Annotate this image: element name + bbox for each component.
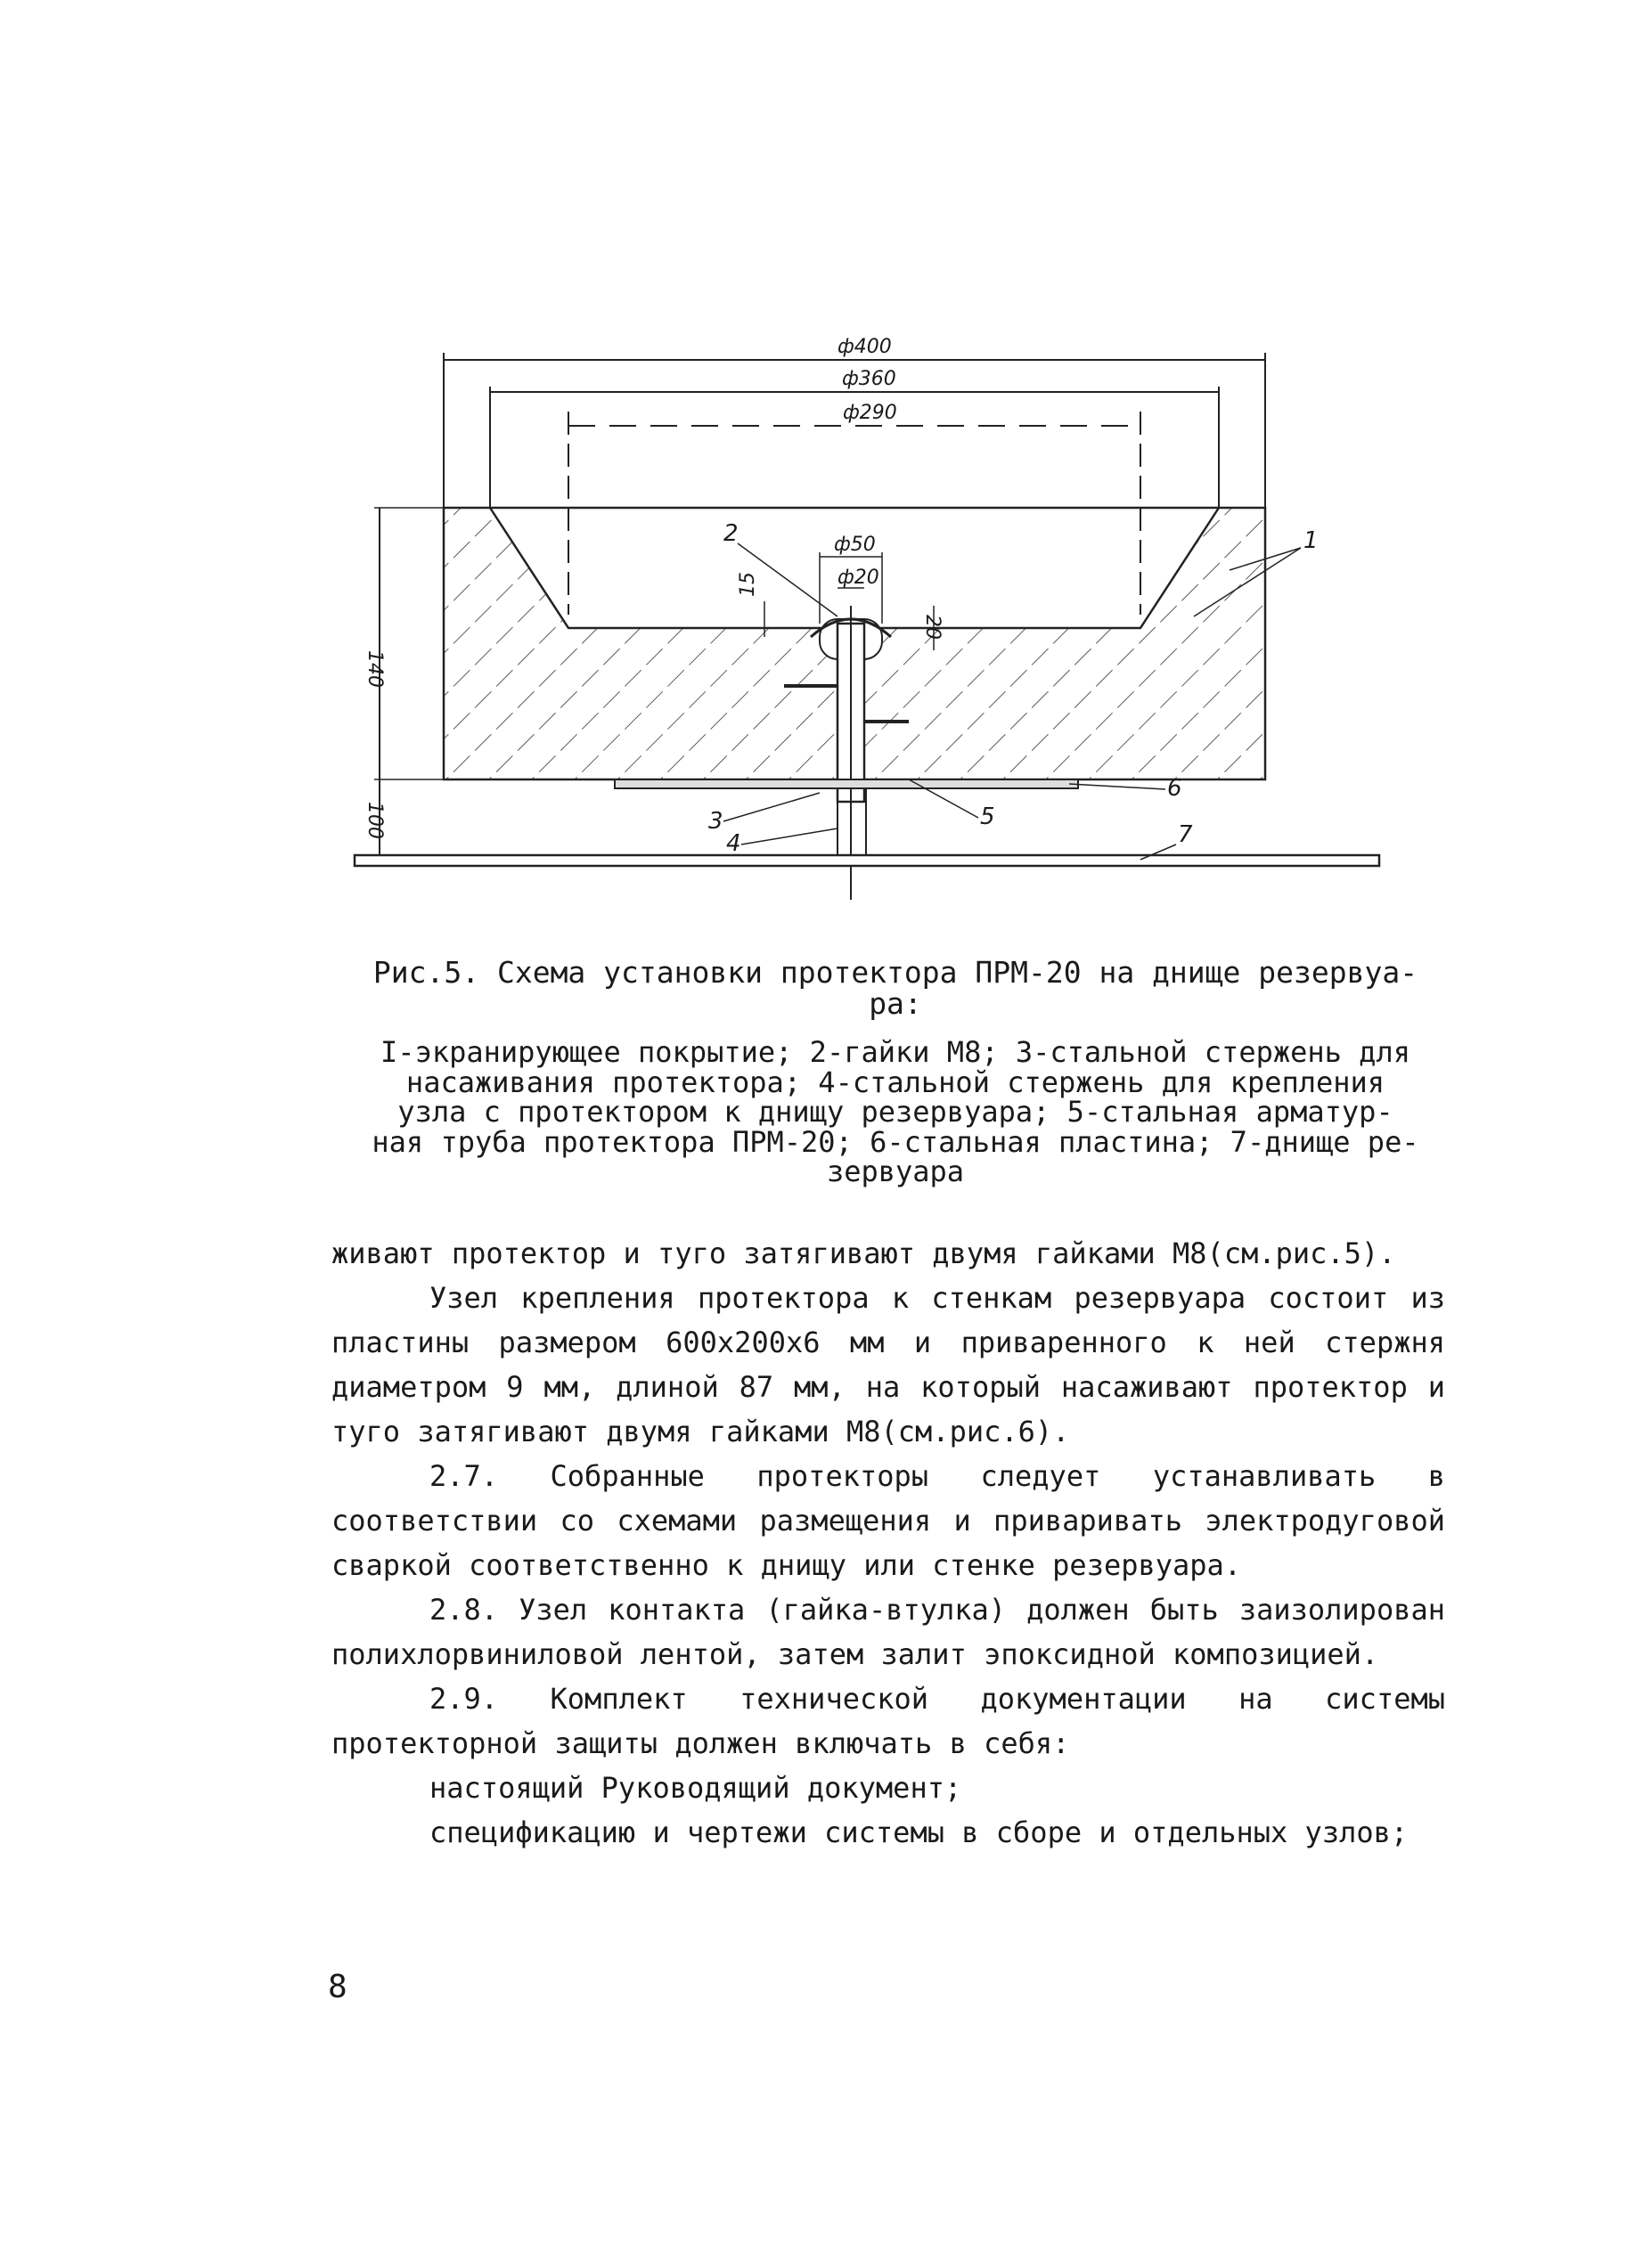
callout-6: 6	[1167, 775, 1182, 802]
list-item: спецификацию и чертежи системы в сборе и отдельных узлов;	[429, 1815, 1409, 1849]
dim-20-label: ф20	[838, 567, 879, 589]
paragraph-mounting-walls: Узел крепления протектора к стенкам резервуара состоит из пластины размером 600х200х6 мм и приваренного к ней стержня диаметром 9 мм, длиной 87 мм, на который насаживают протектор и туго затягивают двумя гайками М8(см.рис.6).	[331, 1281, 1445, 1448]
callout-2: 2	[723, 520, 739, 547]
dimension-140	[364, 508, 444, 779]
dim-290-label: ф290	[843, 402, 897, 424]
legend-line: зервуара	[826, 1154, 965, 1189]
legend-line: I-экранирующее покрытие; 2-гайки М8; 3-стальной стержень для	[380, 1035, 1410, 1069]
list-item: настоящий Руководящий документ;	[429, 1771, 962, 1805]
dim-360-label: ф360	[842, 368, 896, 390]
protector-installation-drawing	[339, 330, 1390, 900]
drawing-svg	[339, 330, 1390, 900]
dimension-100	[355, 779, 444, 855]
page-number: 8	[328, 1969, 347, 2005]
callout-7: 7	[1178, 821, 1193, 848]
paragraph-2-7: 2.7. Собранные протекторы следует устанавливать в соответствии со схемами размещения и приваривать электродуговой сваркой соответственно к днищу или стенке резервуара.	[331, 1459, 1445, 1582]
dim-20-vertical-label: 20	[921, 615, 944, 640]
legend-line: узла с протектором к днищу резервуара; 5-стальная арматур-	[397, 1095, 1393, 1130]
paragraph-continuation: живают протектор и туго затягивают двумя гайками М8(см.рис.5).	[331, 1236, 1396, 1270]
legend-line: ная труба протектора ПРМ-20; 6-стальная пластина; 7-днище ре-	[372, 1124, 1419, 1159]
caption-line-1: Рис.5. Схема установки протектора ПРМ-20 на днище резервуа-	[372, 955, 1418, 990]
dim-50-label: ф50	[834, 534, 876, 556]
figure-caption	[330, 955, 1461, 1021]
legend-line: насаживания протектора; 4-стальной стержень для крепления	[405, 1065, 1385, 1099]
caption-line-2: ра:	[869, 985, 922, 1021]
paragraph-2-8: 2.8. Узел контакта (гайка-втулка) должен быть заизолирован полихлорвиниловой лентой, затем залит эпоксидной композицией.	[331, 1593, 1445, 1671]
dimension-360	[490, 368, 1219, 508]
callout-3: 3	[708, 808, 723, 835]
dim-15-label: 15	[737, 572, 759, 597]
tank-bottom	[355, 855, 1379, 866]
body-text	[331, 1231, 1445, 1855]
callout-4: 4	[726, 830, 741, 857]
dim-400-label: ф400	[838, 336, 892, 358]
dim-100-label: 100	[364, 802, 386, 839]
callout-5: 5	[980, 804, 995, 830]
dim-140-label: 140	[364, 650, 386, 688]
figure-legend	[330, 1035, 1461, 1189]
callout-1: 1	[1303, 527, 1319, 554]
paragraph-2-9: 2.9. Комплект технической документации на системы протекторной защиты должен включать в себя:	[331, 1682, 1445, 1760]
